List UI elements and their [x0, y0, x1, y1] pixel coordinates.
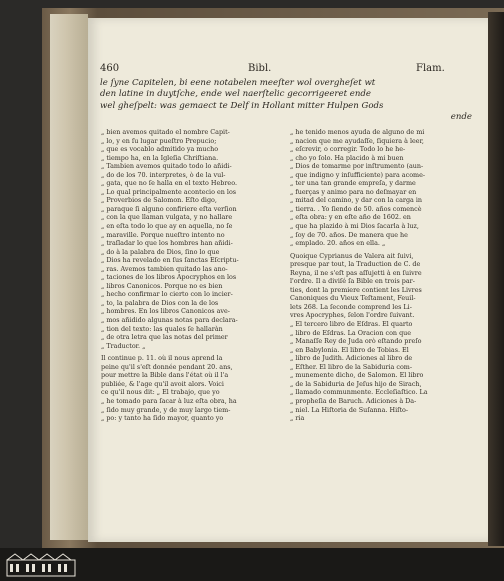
right-column-line: „ nacion que me ayudaſſe, ſiquiera à leer, [290, 136, 424, 145]
left-column-line: „ do à la palabra de Dios, ſino lo que [101, 247, 220, 256]
right-column-line: vres Apocryphes, ſelon l'ordre ſuivant. [290, 311, 415, 320]
right-column-line: „ que ha plazido à mi Dios ſacarla à luz, [290, 222, 419, 231]
right-column-line: „ llamado communmente. Eccleſiaſtico. La [290, 388, 428, 397]
right-column-line: „ he tenido menos ayuda de alguno de mi [290, 128, 425, 136]
left-column-line: „ do de los 70. interpretes, ò de la vul- [101, 170, 226, 179]
right-column-line: „ libro de Judith. Adiciones al libro de [290, 354, 413, 363]
colophon-line: le ſyne Capitelen, bi eene notabelen meeſter wol overgheſet wt [100, 78, 376, 88]
right-column-line: „ cho yo ſolo. Ha placido à mi buen [290, 153, 404, 162]
left-column-line: „ hombres. En los libros Canonicos ave- [101, 307, 230, 316]
page-gutter [50, 14, 88, 540]
colophon-line: ende [450, 112, 472, 123]
right-column-line: „ de la Sabiduria de Jeſus hijo de Sirach, [290, 379, 422, 388]
library-building-logo [5, 552, 77, 578]
left-column-line: „ maraville. Porque nueſtro intento no [101, 230, 225, 239]
right-column-line: „ Manaſſe Rey de Juda orò eſtando preſo [290, 337, 422, 346]
right-column-line: Reyna, il ne s'eſt pas aſſujetti à en ſuivre [290, 268, 422, 277]
right-column-line: „ munemente dicho, de Salomon. El libro [290, 371, 424, 380]
left-column-line: „ que es vocablo admitido ya mucho [101, 145, 219, 154]
right-column-line: Canoniques du Vieux Teſtament, Feuil- [290, 294, 416, 303]
right-column-line: l'ordre. Il a diviſé ſa Bible en trois par- [290, 277, 415, 286]
left-column-line: ce qu'il nous dit: „ El trabajo, que yo [101, 388, 220, 397]
right-column-line: presque par tout, la Traduction de C. de [290, 260, 421, 269]
right-column-line: „ que indigno y inſufficiente) para acome- [290, 170, 426, 179]
colophon-line: wel gheſpelt: was gemaect te Delf in Hollant mitter Hulpen Gods [100, 100, 384, 111]
left-text-column [101, 128, 281, 423]
right-column-line: „ tierra. . Yo ſiendo de 50. años comencè [290, 204, 422, 213]
right-column-line: „ El tercero libro de Eſdras. El quarto [290, 320, 413, 329]
left-column-line: „ en eſta todo lo que ay en aquella, no ſe [101, 222, 233, 231]
dutch-colophon-block [100, 78, 472, 124]
left-column-line: „ mos añidido algunas notas para declara- [101, 316, 238, 325]
left-column-line: „ Traductor. „ [101, 341, 146, 350]
right-column-line: „ mitad del camino, y dar con la carga in [290, 196, 423, 205]
left-column-line: „ Dios ha revelado en ſus ſanctas Eſcriptu- [101, 256, 239, 265]
left-column-line: „ Lo qual principalmente acontecio en los [101, 187, 237, 196]
right-text-column [290, 128, 470, 423]
left-column-line: „ ſido muy grande, y de muy largo tiem- [101, 405, 231, 414]
facing-page-edge [488, 12, 504, 546]
right-column-line: „ propheſia de Baruch. Adiciones à Da- [290, 396, 417, 405]
right-column-line: „ emplado. 20. años en ella. „ [290, 239, 386, 248]
left-column-line: „ Proverbios de Salomon. Eſto digo, [101, 196, 217, 205]
running-head [100, 63, 472, 77]
right-column-line: „ niel. La Hiſtoria de Suſanna. Hiſto- [290, 405, 409, 414]
left-column-line: publiée, & l'age qu'il avoit alors. Voici [101, 379, 224, 388]
right-column-line: „ ſoy de 70. años. De manera que he [290, 230, 408, 239]
left-column-line: „ taciones de los libros Apocryphos en los [101, 273, 237, 282]
right-column-line: „ ter una tan grande empreſa, y darme [290, 179, 416, 188]
running-head-left: Bibl. [248, 63, 272, 74]
left-column-line: „ de otra letra que las notas del primer [101, 333, 228, 342]
page-number: 460 [100, 63, 120, 74]
right-column-line: „ eſcrevir, o corregir. Todo lo he he- [290, 145, 406, 154]
left-column-line: „ libros Canonicos. Porque no es bien [101, 281, 223, 290]
right-column-line: „ fuerças y animo para no deſmayar en [290, 187, 417, 196]
left-column-line: „ gata, que no ſe halla en el texto Hebreo. [101, 179, 237, 188]
left-column-line: „ hecho confirmar lo cierto con lo incier- [101, 290, 233, 299]
left-column-line: „ con la que llaman vulgata, y no hallare [101, 213, 233, 222]
right-column-line: „ ria [290, 414, 305, 423]
left-column-line: Il continue p. 11. où il nous aprend la [101, 354, 223, 363]
left-column-line: „ he tomado para ſacar à luz eſta obra, ha [101, 396, 237, 405]
left-column-line: „ ras. Avemos tambien quitado las ano- [101, 264, 228, 273]
left-column-line: „ paraque ſi alguno confiriere eſta verſion [101, 204, 237, 213]
right-column-line: „ libro de Eſdras. La Oracion con que [290, 328, 412, 337]
right-column-line: „ Eſther. El libro de la Sabiduria com- [290, 362, 413, 371]
left-column-line: „ traſladar lo que los hombres han añidi- [101, 239, 233, 248]
right-column-line: „ en Babylonia. El libro de Tobias. El [290, 345, 409, 354]
colophon-line: den latine in duytſche, ende wel naerſtelic gecorrigeeret ende [100, 89, 371, 100]
left-column-line: peine qu'il s'eſt donnée pendant 20. ans, [101, 362, 233, 371]
left-column-line: „ po: y tanto ha ſido mayor, quanto yo [101, 414, 224, 423]
right-column-line: „ Dios de tomarme por inſtrumento (aun- [290, 162, 424, 171]
left-column-line: „ bien avemos quitado el nombre Capit- [101, 128, 230, 136]
running-head-right: Flam. [416, 63, 445, 74]
right-column-line: Quoique Cyprianus de Valera ait ſuivi, [290, 251, 414, 260]
right-column-line: lets 268. La ſeconde comprend les Li- [290, 302, 412, 311]
left-column-line: „ tion del texto: las quales ſe hallaràn [101, 324, 223, 333]
right-column-line: ties, dont la premiere contient les Livres [290, 285, 422, 294]
left-column-line: „ Tambien avemos quitado todo lo añidi- [101, 162, 232, 171]
left-column-line: „ lo, y en ſu lugar pueſtro Prepucio; [101, 136, 217, 145]
left-column-line: pour mettre la Bible dans l'état où il l'a [101, 371, 229, 380]
right-column-line: „ eſta obra: y en eſte año de 1602. en [290, 213, 411, 222]
left-column-line: „ to, la palabra de Dios con la de los [101, 298, 219, 307]
left-column-line: „ tiempo ha, en la Igleſia Chriſtiana. [101, 153, 219, 162]
